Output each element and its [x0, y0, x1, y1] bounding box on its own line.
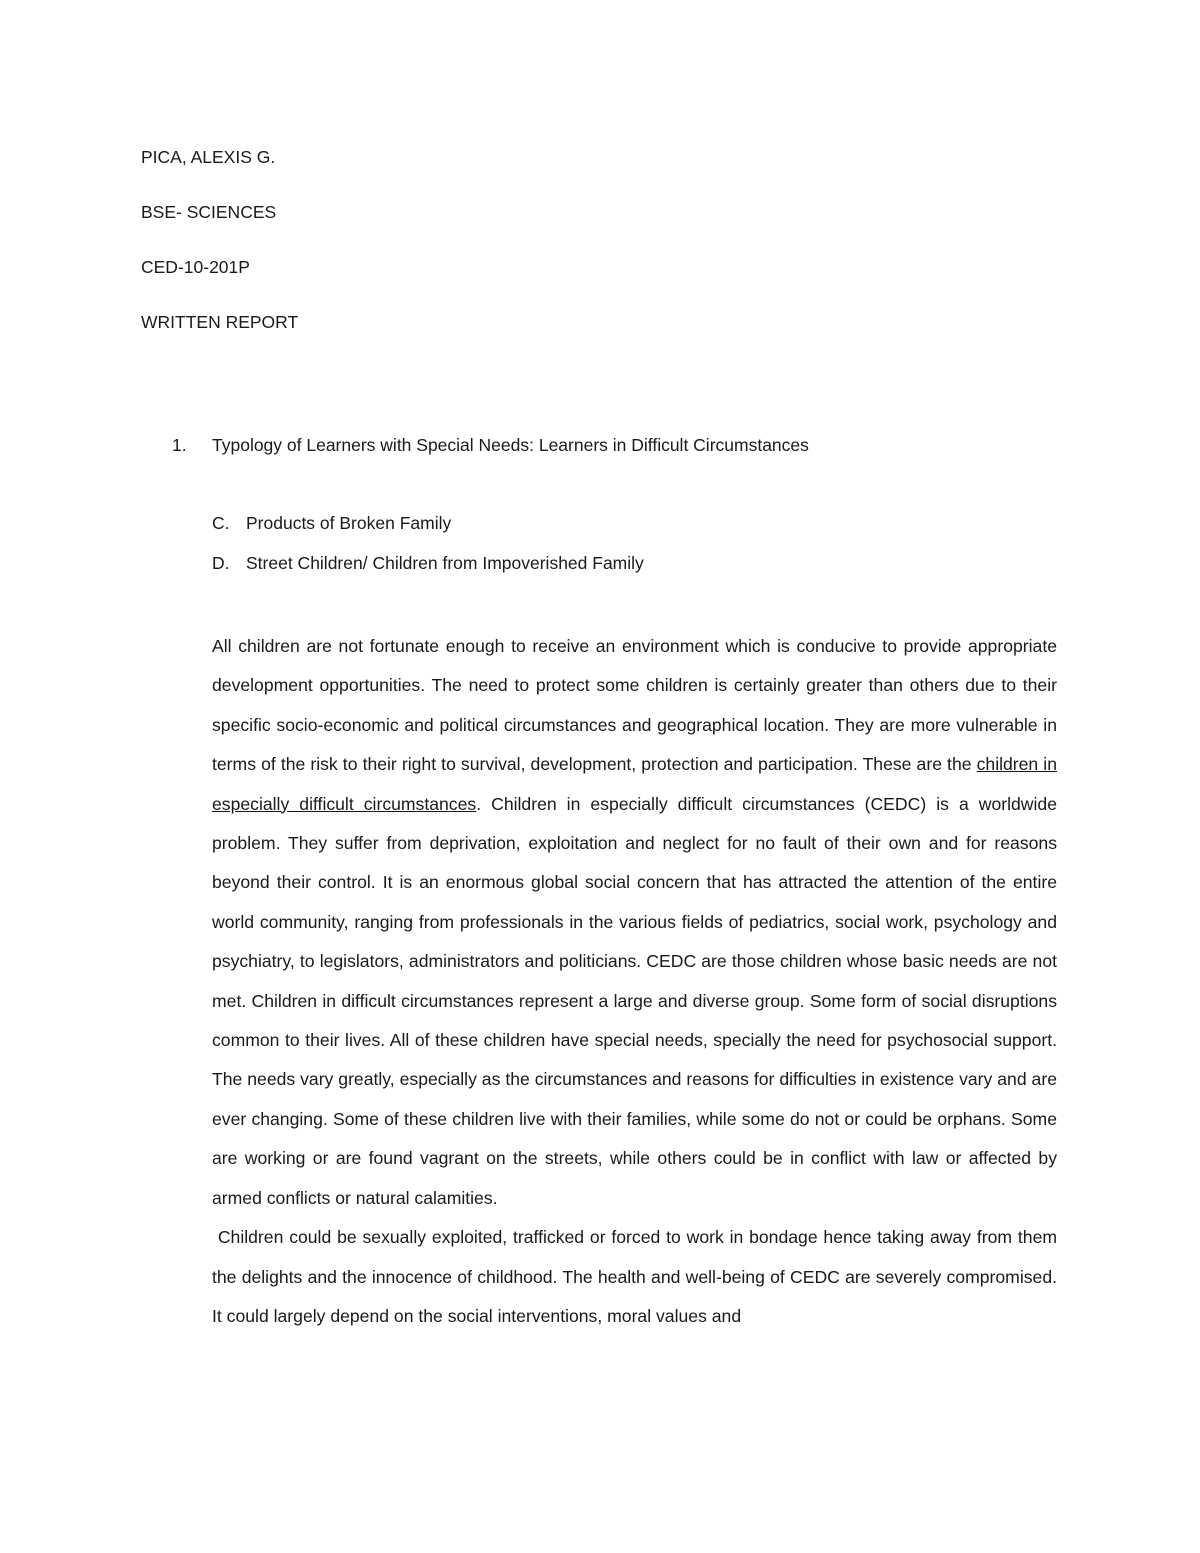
outline-item-title: Typology of Learners with Special Needs: Learners in Difficult Circumstances	[212, 435, 809, 455]
program: BSE- SCIENCES	[141, 202, 277, 222]
outline-sub-item-d	[212, 551, 644, 575]
report-type: WRITTEN REPORT	[141, 312, 299, 332]
paragraph-1	[212, 627, 1057, 1218]
paragraph-1-start: All children are not fortunate enough to receive an environment which is conducive to provide appropriate development opportunities. The need to protect some children is certainly greater than others due to their specific socio-economic and political circumstances and geographical location. They are more vulnerable in terms of the risk to their right to survival, development, protection and participation. These are the	[212, 636, 1057, 775]
paragraph-1-rest: . Children in especially difficult circumstances (CEDC) is a worldwide problem. They suffer from deprivation, exploitation and neglect for no fault of their own and for reasons beyond their control. It is an enormous global social concern that has attracted the attention of the entire world community, ranging from professionals in the various fields of pediatrics, social work, psychology and psychiatry, to legislators, administrators and politicians. CEDC are those children whose basic needs are not met. Children in difficult circumstances represent a large and diverse group. Some form of social disruptions common to their lives. All of these children have special needs, specially the need for psychosocial support. The needs vary greatly, especially as the circumstances and reasons for difficulties in existence vary and are ever changing. Some of these children live with their families, while some do not or could be orphans. Some are working or are found vagrant on the streets, while others could be in conflict with law or affected by armed conflicts or natural calamities.	[212, 793, 1057, 1208]
outline-item-number: 1.	[172, 435, 187, 455]
paragraph-2-text: Children could be sexually exploited, trafficked or forced to work in bondage hence taking away from them the delights and the innocence of childhood. The health and well-being of CEDC are severely compromised. It could largely depend on the social interventions, moral values and	[212, 1227, 1058, 1326]
outline-item-1	[172, 433, 809, 457]
course-code: CED-10-201P	[141, 257, 250, 277]
underlined-term: children in especially difficult circumstances	[212, 754, 1057, 814]
sub-item-text: Street Children/ Children from Impoverished Family	[246, 553, 644, 573]
student-name: PICA, ALEXIS G.	[141, 147, 276, 167]
outline-sub-item-c	[212, 511, 451, 535]
sub-item-text: Products of Broken Family	[246, 513, 452, 533]
report-body	[212, 627, 1057, 1336]
sub-item-letter: D.	[212, 553, 230, 573]
sub-item-letter: C.	[212, 513, 230, 533]
paragraph-2	[212, 1218, 1057, 1336]
